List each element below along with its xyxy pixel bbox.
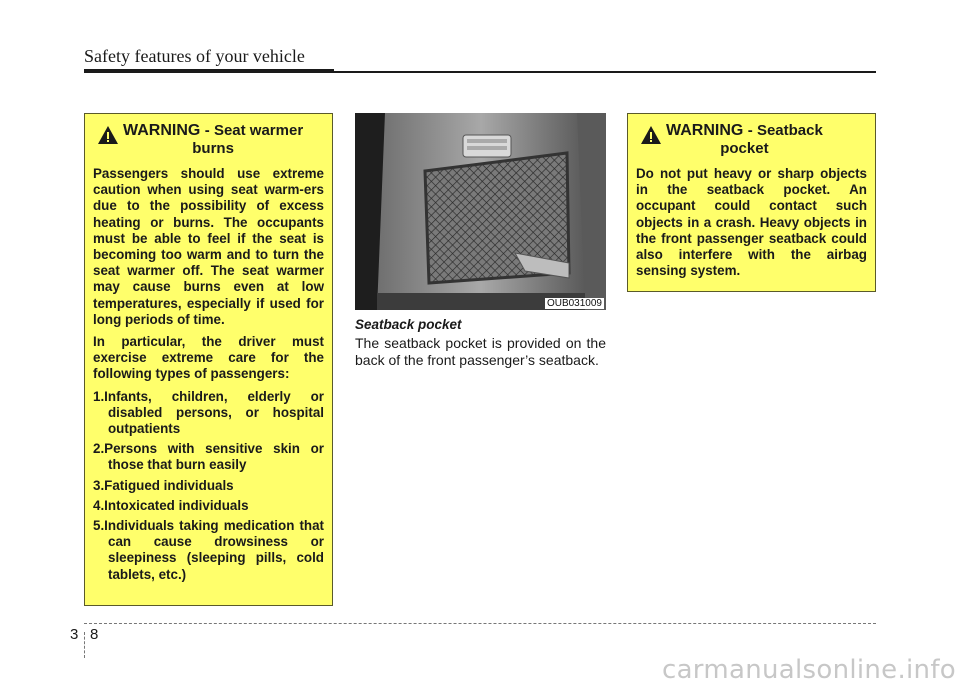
watermark: carmanualsonline.info: [661, 655, 956, 685]
warning-subject-cont: burns: [192, 140, 234, 157]
warning-title: [636, 122, 867, 158]
warning-triangle-icon: [640, 125, 662, 145]
page-header-title: Safety features of your vehicle: [84, 46, 305, 66]
warning-subject-cont: pocket: [720, 140, 769, 157]
list-item: 1.Infants, children, elderly or disabled persons, or hospital outpatients: [93, 388, 324, 437]
warning-paragraph: Passengers should use extreme caution when using seat warm-ers due to the possibility of excess heating or burns. The occupants must be able to feel if the seat is becoming too warm and to turn the seat warmer off. The seat warmer may cause burns even at low temperatures, especially if used for long periods of time.: [93, 166, 324, 327]
list-item: 4.Intoxicated individuals: [93, 497, 249, 513]
passenger-type-list: [93, 389, 324, 583]
warning-paragraph: Do not put heavy or sharp objects in the seatback pocket. An occupant could contact such objects in a crash. Heavy objects in the front passenger seatback could also interfere with the airbag sensing system.: [636, 166, 867, 279]
section-body: The seatback pocket is provided on the back of the front passenger’s seatback.: [355, 335, 606, 368]
warning-label: WARNING: [666, 122, 744, 139]
list-item: 2.Persons with sensitive skin or those that burn easily: [93, 441, 324, 473]
list-item: 5.Individuals taking medication that can cause drowsiness or sleepiness (sleeping pills, cold tablets, etc.): [93, 518, 324, 582]
seatback-pocket-photo: [355, 113, 606, 310]
page-number: 8: [90, 626, 99, 643]
warning-title: [93, 122, 324, 158]
header-rule-thin: [334, 71, 876, 73]
warning-label: WARNING: [123, 122, 201, 139]
footer-divider: [84, 632, 85, 658]
warning-box-seatback-pocket: [627, 113, 876, 292]
warning-box-seat-warmer: [84, 113, 333, 606]
header-rule-thick: [84, 69, 334, 73]
seatback-illustration: [355, 113, 606, 310]
chapter-number: 3: [70, 626, 79, 643]
section-caption: Seatback pocket: [355, 317, 462, 332]
warning-subject: - Seatback: [747, 122, 823, 139]
footer-rule: [84, 623, 876, 624]
warning-paragraph: In particular, the driver must exercise extreme care for the following types of passengers:: [93, 334, 324, 382]
figure-code: OUB031009: [546, 298, 602, 309]
warning-subject: - Seat warmer: [204, 122, 304, 139]
warning-triangle-icon: [97, 125, 119, 145]
list-item: 3.Fatigued individuals: [93, 477, 234, 493]
